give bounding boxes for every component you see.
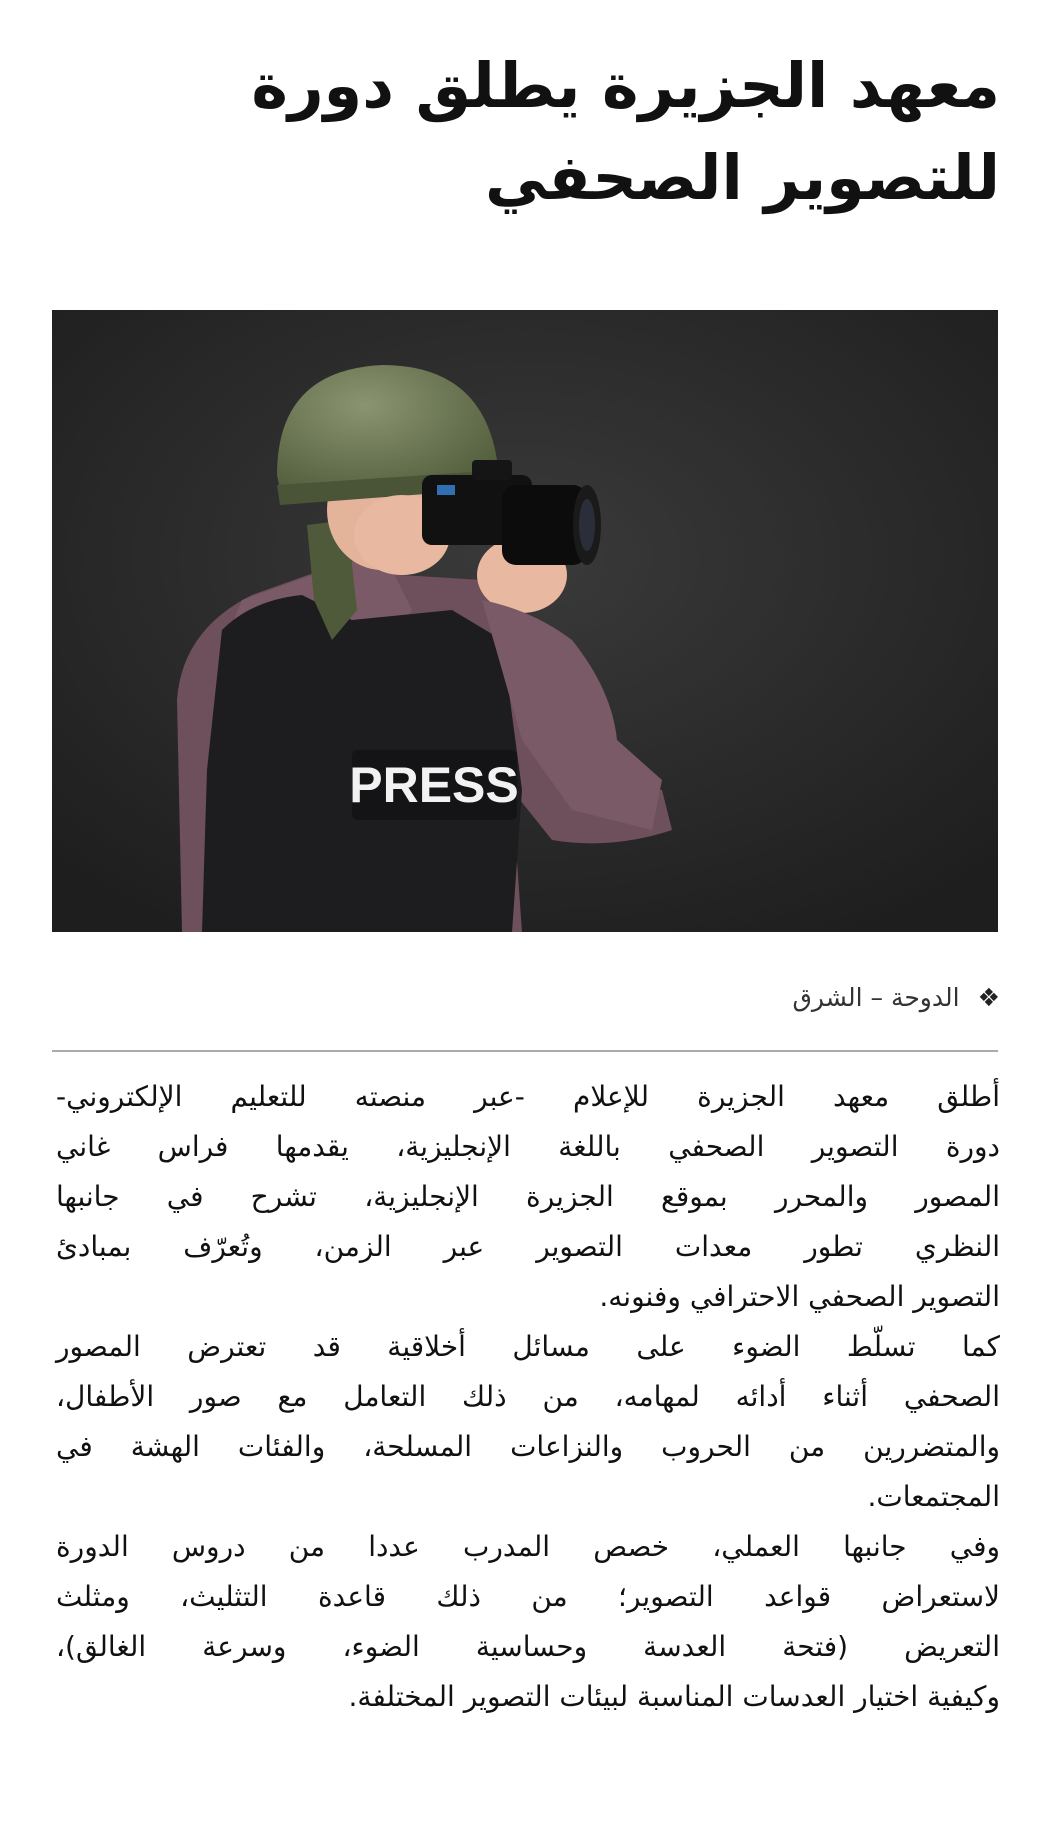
body-line: النظري تطور معدات التصوير عبر الزمن، وتُعرّف بمبادئ — [56, 1230, 1000, 1263]
article-photo — [52, 310, 998, 932]
headline — [56, 40, 1000, 224]
body-line: والمتضررين من الحروب والنزاعات المسلحة، والفئات الهشة في — [56, 1430, 1000, 1463]
body-line: لاستعراض قواعد التصوير؛ من ذلك قاعدة التثليث، ومثلث — [56, 1580, 1000, 1613]
divider — [52, 1050, 998, 1052]
body-line: المجتمعات. — [867, 1480, 1000, 1513]
body-line: وفي جانبها العملي، خصص المدرب عددا من دروس الدورة — [56, 1530, 1000, 1563]
headline-line-1: معهد الجزيرة يطلق دورة — [251, 49, 1000, 122]
body-line: التعريض (فتحة العدسة وحساسية الضوء، وسرعة الغالق)، — [56, 1630, 1000, 1663]
dateline — [56, 978, 1000, 1018]
dateline-text: الدوحة – الشرق — [792, 983, 960, 1012]
vest-press-label: PRESS — [349, 757, 519, 813]
article-body — [56, 1072, 1000, 1722]
body-line: أطلق معهد الجزيرة للإعلام -عبر منصته للتعليم الإلكتروني- — [56, 1080, 1000, 1113]
body-line: المصور والمحرر بموقع الجزيرة الإنجليزية، تشرح في جانبها — [56, 1180, 1000, 1213]
paragraph-2 — [56, 1322, 1000, 1522]
paragraph-3 — [56, 1522, 1000, 1722]
body-line: كما تسلّط الضوء على مسائل أخلاقية قد تعترض المصور — [56, 1330, 1000, 1363]
headline-line-2: للتصوير الصحفي — [485, 141, 1000, 214]
paragraph-1 — [56, 1072, 1000, 1322]
photojournalist-illustration — [52, 310, 998, 932]
body-line: التصوير الصحفي الاحترافي وفنونه. — [599, 1280, 1000, 1313]
body-line: الصحفي أثناء أدائه لمهامه، من ذلك التعامل مع صور الأطفال، — [56, 1380, 1000, 1413]
dateline-bullet-icon: ❖ — [977, 983, 1000, 1012]
body-line: دورة التصوير الصحفي باللغة الإنجليزية، يقدمها فراس غاني — [56, 1130, 1000, 1163]
body-line: وكيفية اختيار العدسات المناسبة لبيئات التصوير المختلفة. — [348, 1680, 1000, 1713]
